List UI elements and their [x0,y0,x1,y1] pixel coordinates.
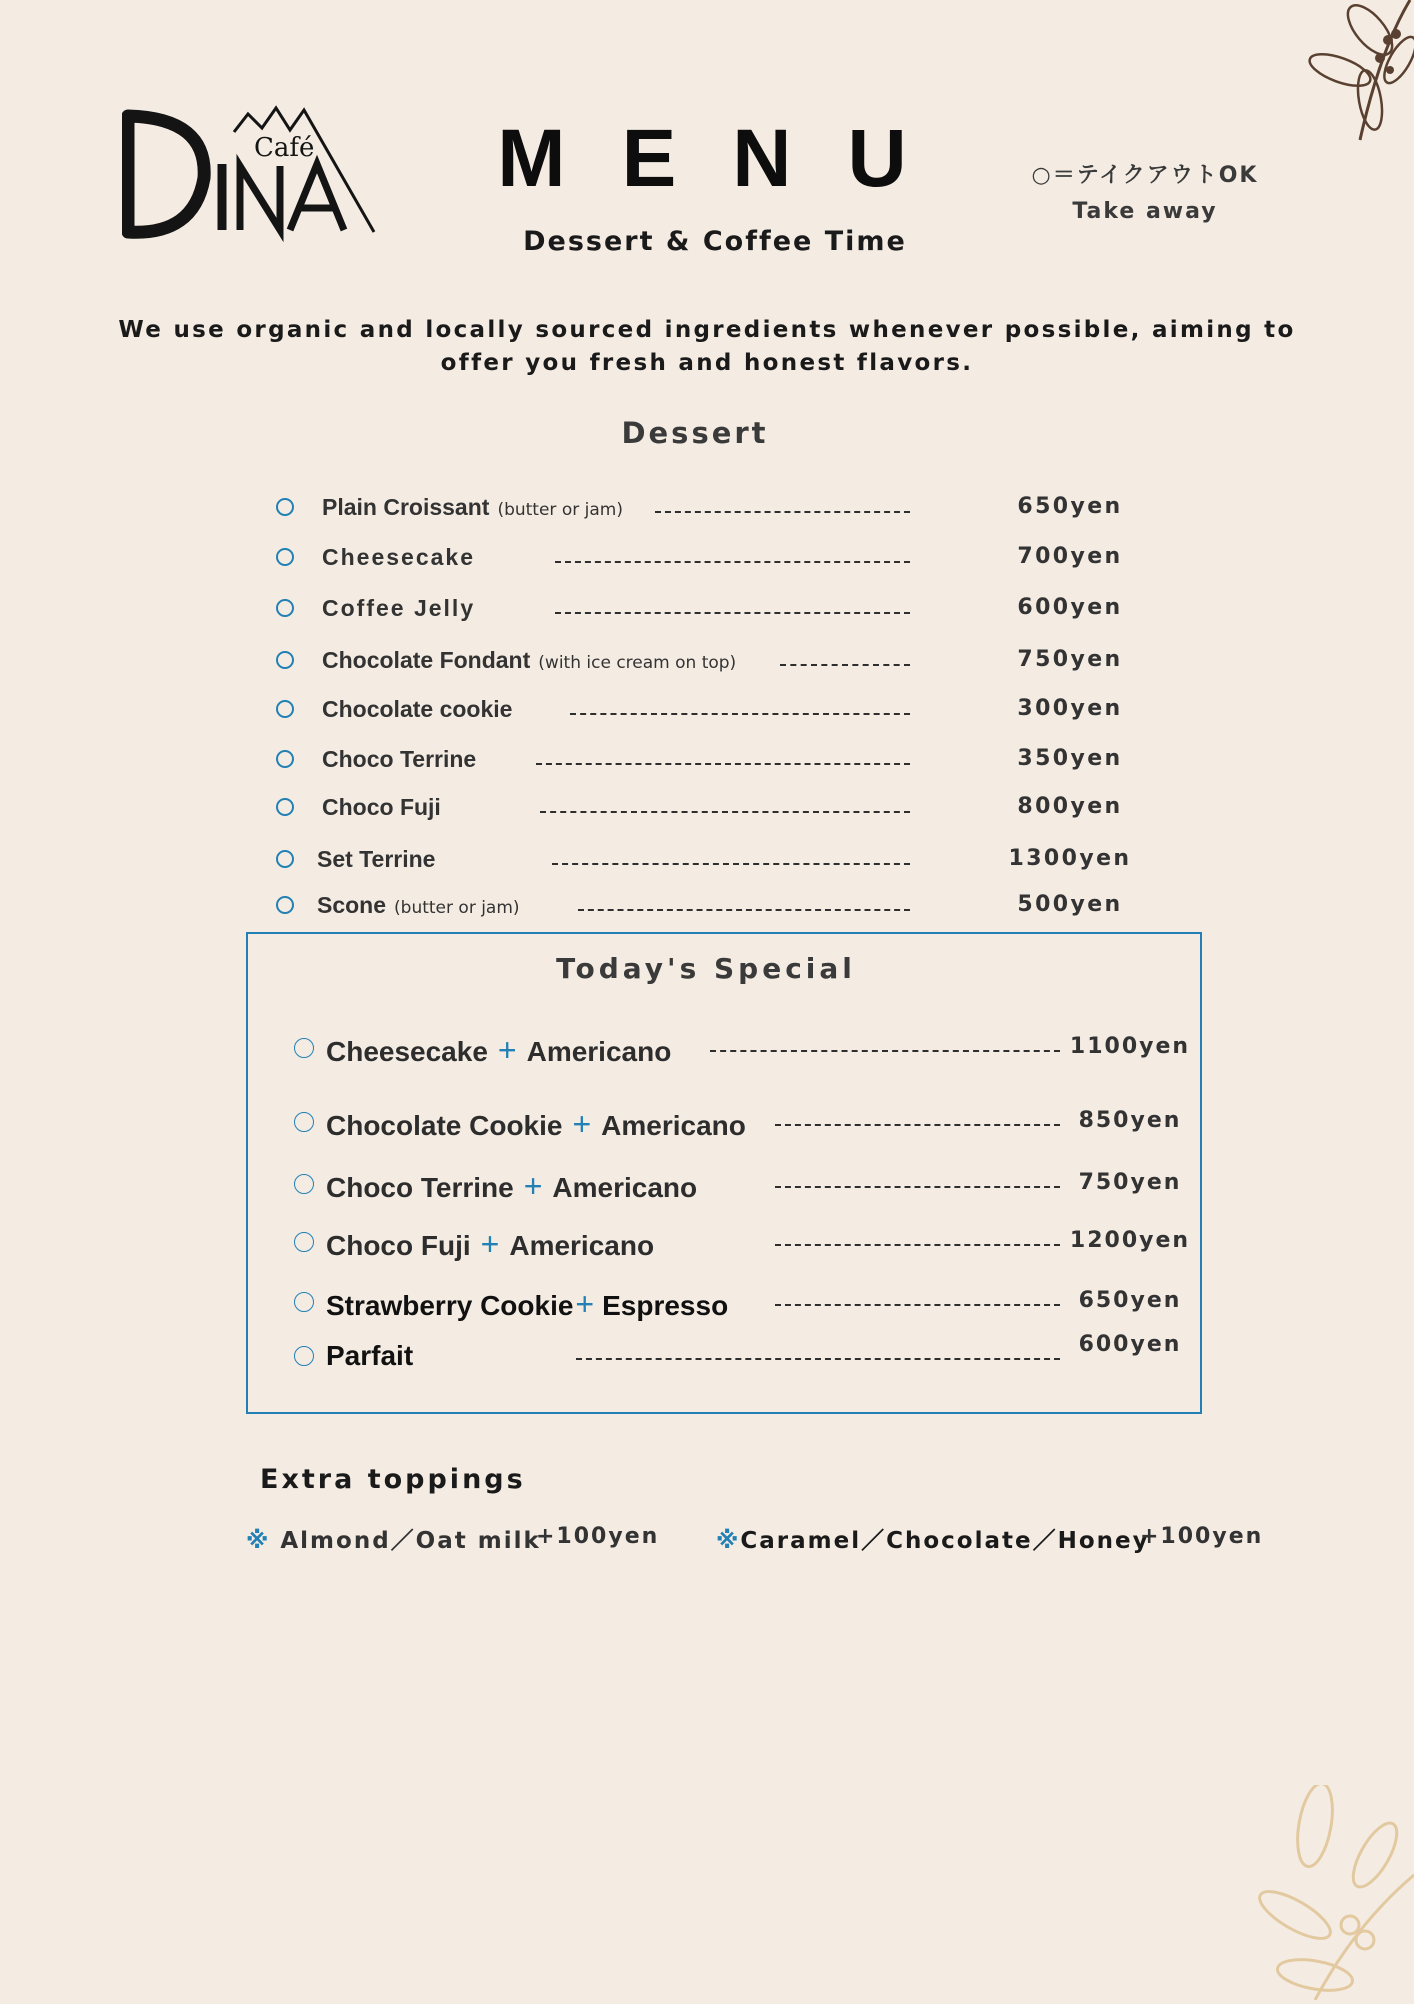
item-price: 600yen [1017,595,1123,620]
item-name: Cheesecake [322,544,475,570]
special-item-name: Strawberry Cookie+ Espresso [326,1286,729,1322]
reference-mark-icon: ※ [246,1528,271,1554]
special-item-name: Choco Terrine + Americano [326,1168,698,1204]
todays-special-title: Today's Special [556,952,856,985]
takeaway-circle-icon [276,798,294,816]
takeaway-circle-icon [294,1232,314,1252]
takeaway-circle-icon [276,896,294,914]
dessert-item [270,643,1170,683]
leader-dashes [576,1358,1060,1360]
dessert-item [270,842,1170,882]
dessert-item [270,490,1170,530]
special-item-name: Parfait [326,1340,414,1371]
dessert-item [270,790,1170,830]
takeaway-circle-icon [294,1346,314,1366]
leader-dashes [555,561,910,563]
item-price: 650yen [1017,494,1123,519]
dessert-item [270,742,1170,782]
item-price: 700yen [1017,544,1123,569]
item-price: 800yen [1017,794,1123,819]
special-item-name: Chocolate Cookie + Americano [326,1106,746,1142]
plus-icon: + [497,1032,517,1068]
takeaway-circle-icon [276,548,294,566]
plus-icon: + [572,1106,592,1142]
intro-text: We use organic and locally sourced ingredients whenever possible, aiming to offer you fresh and honest flavors. [118,317,1296,376]
topping-label: Caramel／Chocolate／Honey [740,1528,1150,1554]
takeaway-circle-icon [276,750,294,768]
special-item-price: 1200yen [1069,1228,1191,1253]
dessert-item [270,591,1170,631]
menu-title: MENU [497,113,963,204]
item-name: Chocolate cookie [322,696,513,722]
special-item [290,1332,1200,1380]
takeaway-circle-icon [276,498,294,516]
special-item-name: Cheesecake + Americano [326,1032,672,1068]
item-name: Chocolate Fondant (with ice cream on top) [322,647,737,673]
takeaway-circle-icon [276,599,294,617]
takeaway-legend-jp: ○＝テイクアウトOK [1031,163,1259,188]
leader-dashes [775,1186,1060,1188]
leader-dashes [552,863,910,865]
dessert-item [270,540,1170,580]
dessert-item [270,888,1170,928]
takeaway-circle-icon [294,1112,314,1132]
plus-icon: + [575,1286,595,1322]
item-name: Set Terrine [317,846,436,872]
topping-item [716,1522,1150,1555]
item-price: 300yen [1017,696,1123,721]
plus-icon: + [480,1226,500,1262]
leader-dashes [555,612,910,614]
topping-price: +100yen [1140,1524,1264,1549]
coffee-branch-illustration [1300,0,1414,145]
item-name: Choco Fuji [322,794,441,820]
takeaway-circle-icon [294,1292,314,1312]
reference-mark-icon: ※ [716,1528,741,1554]
topping-item [246,1522,541,1555]
leader-dashes [710,1050,1060,1052]
takeaway-circle-icon [294,1174,314,1194]
plus-icon: + [523,1168,543,1204]
leader-dashes [655,511,910,513]
special-item-price: 650yen [1078,1288,1182,1313]
topping-price: +100yen [536,1524,660,1549]
special-item-name: Choco Fuji + Americano [326,1226,655,1262]
item-name: Scone (butter or jam) [317,892,520,918]
svg-text:Café: Café [254,133,315,163]
takeaway-circle-icon [276,651,294,669]
cafe-logo [122,104,380,244]
item-price: 1300yen [1008,846,1132,871]
takeaway-circle-icon [276,850,294,868]
coffee-branch-illustration [1255,1785,1414,2000]
leader-dashes [570,713,910,715]
special-item [290,1282,1200,1326]
leader-dashes [578,909,910,911]
takeaway-circle-icon [294,1038,314,1058]
leader-dashes [780,664,910,666]
item-name: Coffee Jelly [322,595,476,621]
takeaway-legend-en: Take away [1072,199,1218,224]
extra-toppings-title: Extra toppings [260,1464,526,1495]
takeaway-circle-icon [276,700,294,718]
item-name: Plain Croissant (butter or jam) [322,494,623,520]
item-price: 750yen [1017,647,1123,672]
item-name: Choco Terrine [322,746,477,772]
special-item-price: 600yen [1078,1332,1182,1357]
special-item [290,1102,1200,1146]
item-price: 350yen [1017,746,1123,771]
takeaway-legend [1010,158,1280,230]
special-item-price: 750yen [1078,1170,1182,1195]
special-item [290,1028,1200,1072]
leader-dashes [540,811,910,813]
special-item-price: 850yen [1078,1108,1182,1133]
leader-dashes [775,1304,1060,1306]
special-item [290,1222,1200,1266]
special-item-price: 1100yen [1069,1034,1191,1059]
item-price: 500yen [1017,892,1123,917]
leader-dashes [775,1244,1060,1246]
leader-dashes [536,763,910,765]
dessert-section-title: Dessert [621,416,769,450]
leader-dashes [775,1124,1060,1126]
menu-subtitle: Dessert & Coffee Time [523,226,907,257]
special-item [290,1164,1200,1208]
topping-label: Almond／Oat milk [280,1528,541,1554]
dessert-item [270,692,1170,732]
